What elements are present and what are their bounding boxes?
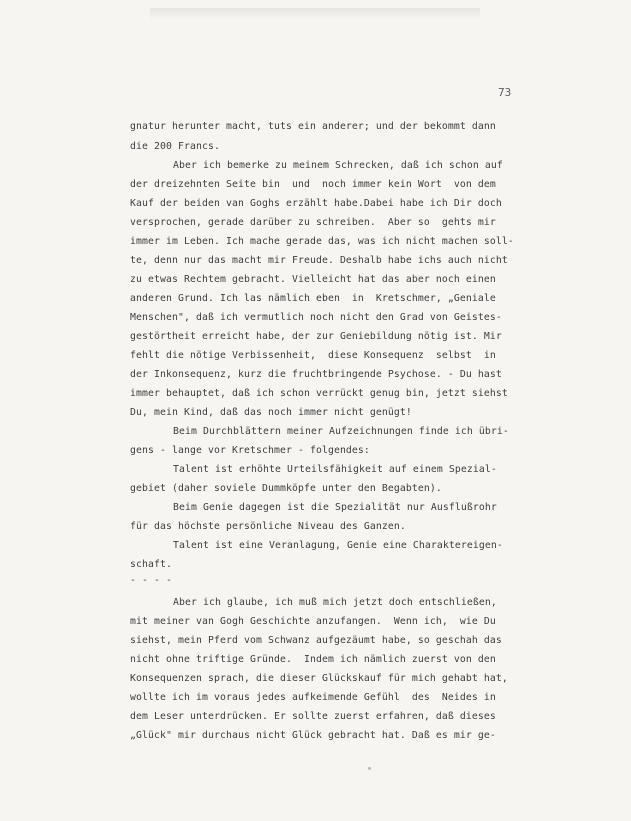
text-line: Aber ich glaube, ich muß mich jetzt doch entschließen, — [173, 597, 497, 608]
text-line: „Glück" mir durchaus nicht Glück gebracht hat. Daß es mir ge- — [130, 730, 496, 741]
text-line: gestörtheit erreicht habe, der zur Geniebildung nötig ist. Mir — [130, 331, 502, 342]
text-line: schaft. — [130, 559, 172, 570]
scan-speck — [368, 767, 371, 770]
text-line: immer im Leben. Ich mache gerade das, was ich nicht machen soll- — [130, 236, 514, 247]
text-line: gebiet (daher soviele Dummköpfe unter den Begabten). — [130, 483, 442, 494]
text-line: die 200 Francs. — [130, 141, 220, 152]
text-line: Talent ist eine Veranlagung, Genie eine Charaktereigen- — [173, 540, 503, 551]
text-line: immer behauptet, daß ich schon verrückt genug bin, jetzt siehst — [130, 388, 508, 399]
text-line: zu etwas Rechtem gebracht. Vielleicht hat das aber noch einen — [130, 274, 496, 285]
text-line: gens - lange vor Kretschmer - folgendes: — [130, 445, 370, 456]
text-line: Du, mein Kind, daß das noch immer nicht genügt! — [130, 407, 412, 418]
text-line: der dreizehnten Seite bin und noch immer kein Wort von dem — [130, 179, 496, 190]
text-line: mit meiner van Gogh Geschichte anzufangen. Wenn ich, wie Du — [130, 616, 496, 627]
text-line: Kauf der beiden van Goghs erzählt habe.Dabei habe ich Dir doch — [130, 198, 502, 209]
text-line: für das höchste persönliche Niveau des Ganzen. — [130, 521, 406, 532]
text-line: Talent ist erhöhte Urteilsfähigkeit auf einem Spezial- — [173, 464, 497, 475]
text-line: siehst, mein Pferd vom Schwanz aufgezäumt habe, so geschah das — [130, 635, 502, 646]
text-line: Menschen", daß ich vermutlich noch nicht den Grad von Geistes- — [130, 312, 502, 323]
text-line: wollte ich im voraus jedes aufkeimende Gefühl des Neides in — [130, 692, 496, 703]
text-line: fehlt die nötige Verbissenheit, diese Konsequenz selbst in — [130, 350, 496, 361]
text-line: Konsequenzen sprach, die dieser Glückskauf für mich gehabt hat, — [130, 673, 508, 684]
text-line: Beim Durchblättern meiner Aufzeichnungen finde ich übri- — [173, 426, 509, 437]
text-line: gnatur herunter macht, tuts ein anderer; und der bekommt dann — [130, 121, 496, 132]
section-divider: - - - - — [130, 575, 172, 586]
text-line: Aber ich bemerke zu meinem Schrecken, daß ich schon auf — [173, 160, 503, 171]
text-line: anderen Grund. Ich las nämlich eben in Kretschmer, „Geniale — [130, 293, 496, 304]
text-line: versprochen, gerade darüber zu schreiben. Aber so gehts mir — [130, 217, 496, 228]
text-line: der Inkonsequenz, kurz die fruchtbringende Psychose. - Du hast — [130, 369, 502, 380]
text-line: Beim Genie dagegen ist die Spezialität nur Ausflußrohr — [173, 502, 497, 513]
text-line: dem Leser unterdrücken. Er sollte zuerst erfahren, daß dieses — [130, 711, 496, 722]
text-line: nicht ohne triftige Gründe. Indem ich nämlich zuerst von den — [130, 654, 496, 665]
page-number: 73 — [498, 86, 512, 99]
text-line: te, denn nur das macht mir Freude. Deshalb habe ichs auch nicht — [130, 255, 508, 266]
